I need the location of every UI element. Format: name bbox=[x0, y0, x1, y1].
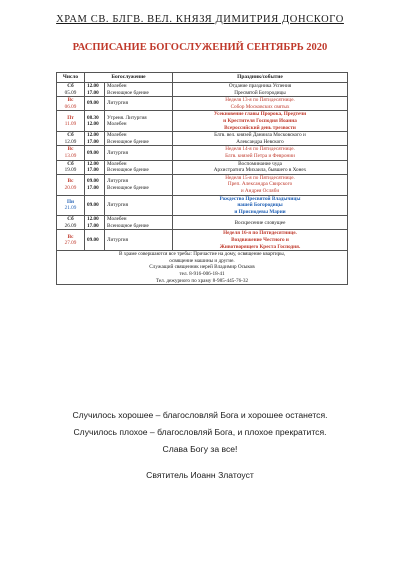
feast-cell bbox=[173, 132, 348, 146]
date: 13.09 bbox=[64, 152, 77, 159]
feast-line: Рождество Пресвятой Владычицы bbox=[219, 195, 301, 202]
table-row bbox=[57, 216, 348, 230]
feast-line: Отдание праздника Успения bbox=[228, 83, 292, 89]
feast-line: Неделя 16-я по Пятидесятнице. bbox=[223, 230, 297, 237]
date: 21.09 bbox=[64, 205, 77, 212]
date: 11.09 bbox=[64, 121, 77, 128]
header-feast: Праздник/событие bbox=[173, 73, 348, 83]
note-line: тел. 8-916-006-18-41 bbox=[179, 271, 225, 278]
feast-cell bbox=[173, 83, 348, 97]
feast-line: Архистратига Михаила, бывшего в Хонех bbox=[213, 167, 307, 174]
feast-line: и Крестителя Господня Иоанна bbox=[223, 117, 297, 124]
date: 26.09 bbox=[64, 222, 77, 229]
service-time: 09.00 bbox=[87, 237, 99, 244]
service-time: 17.00 bbox=[87, 222, 99, 229]
date-cell bbox=[57, 97, 85, 111]
date-cell bbox=[57, 174, 85, 195]
feast-cell bbox=[173, 230, 348, 251]
feast-line: Блгв. князей Петра и Февронии bbox=[225, 152, 295, 159]
feast-line: Всероссийский день трезвости bbox=[224, 124, 296, 131]
note-line: Тел. дежурного по храму 8-985-445-76-32 bbox=[155, 277, 249, 284]
service-name: Литургия bbox=[107, 237, 128, 244]
service-cell bbox=[105, 216, 173, 230]
service-time: 17.00 bbox=[87, 138, 99, 145]
feast-cell bbox=[173, 216, 348, 230]
feast-cell bbox=[173, 160, 348, 174]
service-time: 17.00 bbox=[87, 167, 99, 174]
header-date: Число bbox=[57, 73, 85, 83]
time-cell bbox=[85, 174, 105, 195]
table-row bbox=[57, 132, 348, 146]
service-time: 12.00 bbox=[87, 132, 99, 139]
weekday: Сб bbox=[67, 83, 74, 89]
date-cell bbox=[57, 83, 85, 97]
feast-line: Неделя 14-я по Пятидесятнице. bbox=[225, 146, 295, 153]
date: 12.09 bbox=[64, 138, 77, 145]
table-row bbox=[57, 230, 348, 251]
service-time: 09.00 bbox=[87, 178, 99, 185]
contact-note bbox=[57, 251, 348, 285]
date-cell bbox=[57, 146, 85, 160]
table-row bbox=[57, 195, 348, 216]
table-row bbox=[57, 97, 348, 111]
service-time: 17.00 bbox=[87, 89, 99, 96]
date-cell bbox=[57, 216, 85, 230]
note-line: В храме совершаются все требы: Причастие на дому, освящение квартиры, bbox=[118, 251, 286, 258]
service-name: Литургия bbox=[107, 202, 128, 209]
feast-line: нашей Богородицы bbox=[237, 202, 283, 209]
service-time: 12.00 bbox=[87, 160, 99, 167]
service-cell bbox=[105, 146, 173, 160]
time-cell bbox=[85, 160, 105, 174]
feast-line: Преп. Александра Свирского bbox=[227, 181, 293, 188]
feast-cell bbox=[173, 195, 348, 216]
document-subtitle: РАСПИСАНИЕ БОГОСЛУЖЕНИЙ СЕНТЯБРЬ 2020 bbox=[72, 42, 328, 53]
feast-line: Воздвижение Честного и bbox=[231, 237, 289, 244]
service-name: Литургия bbox=[107, 149, 128, 156]
service-name: Всенощное бдение bbox=[107, 138, 149, 145]
feast-line: Собор Московских святых bbox=[230, 103, 290, 110]
schedule-body bbox=[57, 83, 348, 251]
service-cell bbox=[105, 83, 173, 97]
quote-line-3: Слава Богу за все! bbox=[162, 444, 238, 454]
feast-line: Животворящего Креста Господня. bbox=[219, 243, 301, 250]
service-time: 09.00 bbox=[87, 202, 99, 209]
date: 05.09 bbox=[64, 89, 77, 96]
weekday: Пн bbox=[66, 198, 75, 205]
service-cell bbox=[105, 132, 173, 146]
note-line: освящение машины и другие. bbox=[169, 257, 235, 264]
weekday: Сб bbox=[67, 132, 74, 139]
time-cell bbox=[85, 97, 105, 111]
service-cell bbox=[105, 111, 173, 132]
time-cell bbox=[85, 195, 105, 216]
service-time: 17.00 bbox=[87, 184, 99, 191]
weekday: Вс bbox=[67, 146, 74, 153]
weekday: Вс bbox=[67, 233, 74, 240]
service-name: Молебен bbox=[107, 160, 127, 167]
feast-line: Неделя 13-я по Пятидесятнице. bbox=[225, 97, 295, 104]
contact-note-row bbox=[57, 251, 348, 285]
service-name: Всенощное бдение bbox=[107, 184, 149, 191]
time-cell bbox=[85, 132, 105, 146]
table-row bbox=[57, 83, 348, 97]
date: 20.09 bbox=[64, 184, 77, 191]
date-cell bbox=[57, 195, 85, 216]
time-cell bbox=[85, 230, 105, 251]
time-cell bbox=[85, 83, 105, 97]
service-time: 12.00 bbox=[87, 121, 99, 128]
quote-line-2: Случилось плохое – благословляй Бога, и плохое прекратится. bbox=[73, 427, 327, 437]
feast-line: Блгв. вел. князей Даниила Московского и bbox=[214, 132, 306, 139]
feast-cell bbox=[173, 146, 348, 160]
service-cell bbox=[105, 174, 173, 195]
service-name: Всенощное бдение bbox=[107, 167, 149, 174]
weekday: Вс bbox=[67, 97, 74, 104]
feast-line: и Приснодевы Марии bbox=[234, 208, 286, 215]
feast-line: Воскресение словущее bbox=[234, 219, 286, 226]
table-row bbox=[57, 174, 348, 195]
service-cell bbox=[105, 160, 173, 174]
service-time: 09.00 bbox=[87, 100, 99, 107]
date-cell bbox=[57, 111, 85, 132]
table-row bbox=[57, 146, 348, 160]
service-cell bbox=[105, 230, 173, 251]
date: 19.09 bbox=[64, 167, 77, 174]
quote-author: Святитель Иоанн Златоуст bbox=[146, 470, 254, 480]
feast-cell bbox=[173, 97, 348, 111]
service-name: Молебен bbox=[107, 121, 127, 128]
feast-line: Пресвятой Богородицы bbox=[234, 89, 286, 96]
date: 06.09 bbox=[64, 103, 77, 110]
service-name: Всенощное бдение bbox=[107, 222, 149, 229]
service-name: Литургия bbox=[107, 100, 128, 107]
date-cell bbox=[57, 160, 85, 174]
date: 27.09 bbox=[64, 240, 77, 247]
weekday: Пт bbox=[67, 114, 74, 121]
service-cell bbox=[105, 195, 173, 216]
feast-line: Усекновение главы Пророка, Предтечи bbox=[213, 111, 307, 118]
time-cell bbox=[85, 216, 105, 230]
service-name: Литургия bbox=[107, 178, 128, 185]
service-name: Молебен bbox=[107, 216, 127, 223]
quote-line-1: Случилось хорошее – благословляй Бога и хорошее останется. bbox=[72, 410, 328, 420]
service-time: 12.00 bbox=[87, 216, 99, 223]
date-cell bbox=[57, 230, 85, 251]
weekday: Сб bbox=[67, 160, 74, 167]
header-service: Богослужение bbox=[85, 73, 173, 83]
weekday: Сб bbox=[67, 216, 74, 223]
date-cell bbox=[57, 132, 85, 146]
service-time: 08.30 bbox=[87, 114, 99, 121]
document-title: ХРАМ СВ. БЛГВ. ВЕЛ. КНЯЗЯ ДИМИТРИЯ ДОНСКОГО bbox=[56, 14, 344, 25]
service-time: 09.00 bbox=[87, 149, 99, 156]
feast-cell bbox=[173, 111, 348, 132]
table-row bbox=[57, 160, 348, 174]
service-name: Молебен bbox=[107, 83, 127, 89]
service-name: Всенощное бдение bbox=[107, 89, 149, 96]
feast-line: и Андрея Осляби bbox=[240, 187, 280, 194]
feast-line: Александра Невского bbox=[236, 138, 284, 145]
service-cell bbox=[105, 97, 173, 111]
service-time: 12.00 bbox=[87, 83, 99, 89]
schedule-table bbox=[56, 72, 348, 285]
service-name: Молебен bbox=[107, 132, 127, 139]
table-header-row bbox=[57, 73, 348, 83]
note-line: Служащий священник иерей Владимир Осыков bbox=[149, 264, 255, 271]
feast-cell bbox=[173, 174, 348, 195]
weekday: Вс bbox=[67, 178, 74, 185]
time-cell bbox=[85, 111, 105, 132]
feast-line: Воспоминание чуда bbox=[238, 160, 282, 167]
service-name: Утреня. Литургия bbox=[107, 114, 147, 121]
time-cell bbox=[85, 146, 105, 160]
table-row bbox=[57, 111, 348, 132]
feast-line: Неделя 15-я по Пятидесятнице. bbox=[225, 174, 295, 181]
